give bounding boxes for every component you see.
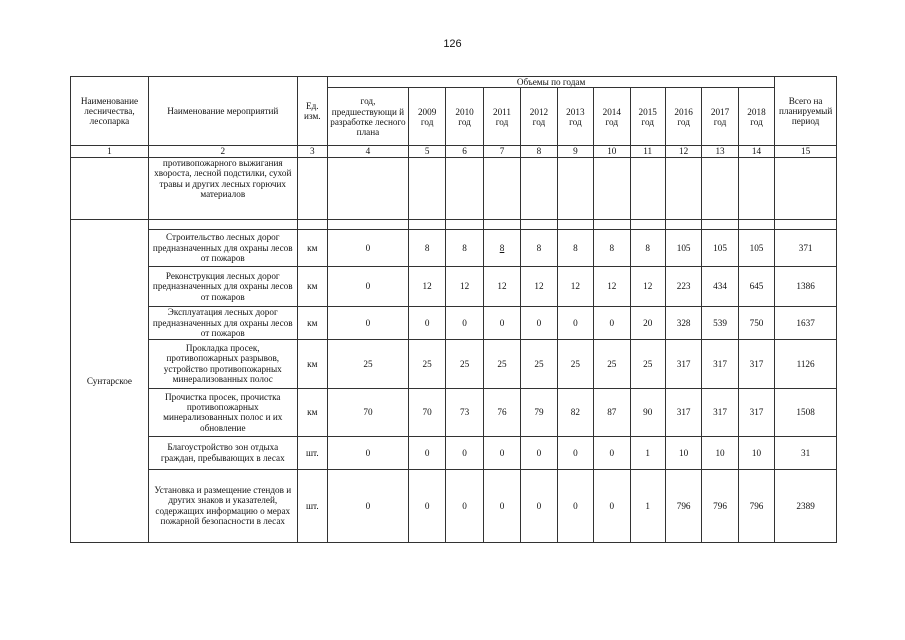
- page-number: 126: [443, 38, 462, 50]
- value-cell: 0: [521, 436, 557, 469]
- value-cell: 25: [483, 339, 520, 388]
- event-cell: Реконструкция лесных дорог предназначенных для охраны лесов от пожаров: [148, 266, 297, 306]
- column-number: 1: [71, 146, 149, 157]
- value-cell: 10: [665, 436, 701, 469]
- header-volumes-by-year: Объемы по годам: [327, 77, 774, 88]
- header-prev-year: год, предшествующи й разработке лесного плана: [327, 88, 408, 146]
- value-cell: 0: [408, 469, 445, 542]
- value-cell: 25: [408, 339, 445, 388]
- header-year: 2009 год: [408, 88, 445, 146]
- value-cell: 0: [483, 306, 520, 339]
- header-year: 2015 год: [630, 88, 665, 146]
- value-cell: 0: [446, 469, 483, 542]
- value-cell: 750: [738, 306, 774, 339]
- value-cell: 105: [665, 229, 701, 266]
- value-cell: 0: [594, 306, 630, 339]
- total-cell: 31: [775, 436, 837, 469]
- value-cell: 317: [665, 339, 701, 388]
- value-cell: 12: [521, 266, 557, 306]
- value-cell: 8: [557, 229, 593, 266]
- value-cell: 0: [327, 306, 408, 339]
- column-number: 3: [297, 146, 327, 157]
- value-cell: 8: [594, 229, 630, 266]
- value-cell: 0: [327, 436, 408, 469]
- value-cell: 25: [521, 339, 557, 388]
- column-number: 12: [665, 146, 701, 157]
- total-cell: 1126: [775, 339, 837, 388]
- unit-cell: шт.: [297, 436, 327, 469]
- header-year: 2011 год: [483, 88, 520, 146]
- value-cell: 223: [665, 266, 701, 306]
- value-cell: 0: [408, 436, 445, 469]
- value-cell: 79: [521, 388, 557, 436]
- value-cell: 0: [446, 436, 483, 469]
- table-row: [71, 306, 837, 339]
- column-number: 4: [327, 146, 408, 157]
- value-cell: 90: [630, 388, 665, 436]
- column-number: 5: [408, 146, 445, 157]
- header-year: 2012 год: [521, 88, 557, 146]
- continuation-row: [71, 157, 837, 219]
- value-cell: 317: [738, 339, 774, 388]
- value-cell: 8: [630, 229, 665, 266]
- value-cell: 1: [630, 436, 665, 469]
- column-number: 13: [702, 146, 738, 157]
- forest-fire-plan-table: [70, 76, 837, 543]
- table-row: [71, 229, 837, 266]
- forestry-name-cell: Сунтарское: [71, 219, 149, 542]
- value-cell: 12: [630, 266, 665, 306]
- value-cell: 70: [327, 388, 408, 436]
- value-cell: 434: [702, 266, 738, 306]
- value-cell: 328: [665, 306, 701, 339]
- total-cell: 2389: [775, 469, 837, 542]
- header-total: Всего на планируемый период: [775, 77, 837, 146]
- value-cell: 539: [702, 306, 738, 339]
- value-cell: 12: [408, 266, 445, 306]
- value-cell: 0: [557, 469, 593, 542]
- header-year: 2013 год: [557, 88, 593, 146]
- value-cell: 25: [594, 339, 630, 388]
- column-number: 2: [148, 146, 297, 157]
- total-cell: 371: [775, 229, 837, 266]
- event-cell: Прочистка просек, прочистка противопожарных минерализованных полос и их обновление: [148, 388, 297, 436]
- value-cell: 10: [702, 436, 738, 469]
- value-cell: 8: [408, 229, 445, 266]
- value-cell: 25: [630, 339, 665, 388]
- header-year: 2014 год: [594, 88, 630, 146]
- header-row-group: [71, 77, 837, 88]
- column-number: 7: [483, 146, 520, 157]
- value-cell: 0: [408, 306, 445, 339]
- value-cell: 0: [521, 306, 557, 339]
- value-cell: 105: [738, 229, 774, 266]
- blank-row: [71, 219, 837, 229]
- value-cell: 0: [327, 229, 408, 266]
- value-cell: 76: [483, 388, 520, 436]
- header-year: 2018 год: [738, 88, 774, 146]
- value-cell: 1: [630, 469, 665, 542]
- column-number: 9: [557, 146, 593, 157]
- value-cell: 317: [702, 339, 738, 388]
- value-cell: 25: [557, 339, 593, 388]
- value-cell: 0: [557, 306, 593, 339]
- value-cell: 70: [408, 388, 445, 436]
- value-cell: 317: [702, 388, 738, 436]
- column-number: 11: [630, 146, 665, 157]
- value-cell: 20: [630, 306, 665, 339]
- header-event: Наименование мероприятий: [148, 77, 297, 146]
- unit-cell: км: [297, 266, 327, 306]
- total-cell: 1637: [775, 306, 837, 339]
- value-cell: 73: [446, 388, 483, 436]
- table-row: [71, 266, 837, 306]
- event-cell: Благоустройство зон отдыха граждан, пребывающих в лесах: [148, 436, 297, 469]
- value-cell: 0: [594, 469, 630, 542]
- value-cell: 12: [483, 266, 520, 306]
- total-cell: 1386: [775, 266, 837, 306]
- value-cell: 0: [483, 436, 520, 469]
- value-cell: 0: [483, 469, 520, 542]
- value-cell: 82: [557, 388, 593, 436]
- total-cell: 1508: [775, 388, 837, 436]
- value-cell: 10: [738, 436, 774, 469]
- value-cell: 87: [594, 388, 630, 436]
- event-cell: Установка и размещение стендов и других знаков и указателей, содержащих информацию о мерах пожарной безопасности в лесах: [148, 469, 297, 542]
- header-forestry: Наименование лесничества, лесопарка: [71, 77, 149, 146]
- value-cell: 0: [557, 436, 593, 469]
- value-cell: 25: [446, 339, 483, 388]
- unit-cell: км: [297, 388, 327, 436]
- header-unit: Ед. изм.: [297, 77, 327, 146]
- unit-cell: км: [297, 339, 327, 388]
- value-cell: 0: [327, 469, 408, 542]
- value-cell: 0: [521, 469, 557, 542]
- table-row: [71, 339, 837, 388]
- value-cell: 105: [702, 229, 738, 266]
- value-cell: 796: [738, 469, 774, 542]
- value-cell: 796: [665, 469, 701, 542]
- value-cell: 8: [521, 229, 557, 266]
- table-row: [71, 469, 837, 542]
- header-year: 2017 год: [702, 88, 738, 146]
- value-cell: 796: [702, 469, 738, 542]
- value-cell: 12: [446, 266, 483, 306]
- column-number-row: [71, 146, 837, 157]
- event-cell: Строительство лесных дорог предназначенных для охраны лесов от пожаров: [148, 229, 297, 266]
- value-cell: 317: [665, 388, 701, 436]
- value-cell: 8: [446, 229, 483, 266]
- column-number: 15: [775, 146, 837, 157]
- column-number: 14: [738, 146, 774, 157]
- event-cell: Эксплуатация лесных дорог предназначенных для охраны лесов от пожаров: [148, 306, 297, 339]
- event-cell: Прокладка просек, противопожарных разрывов, устройство противопожарных минерализованных полос: [148, 339, 297, 388]
- unit-cell: км: [297, 306, 327, 339]
- table-row: [71, 388, 837, 436]
- header-year: 2016 год: [665, 88, 701, 146]
- continuation-text: противопожарного выжигания хвороста, лесной подстилки, сухой травы и других лесных горючих материалов: [148, 157, 297, 219]
- unit-cell: км: [297, 229, 327, 266]
- value-cell: 8: [483, 229, 520, 266]
- value-cell: 12: [594, 266, 630, 306]
- column-number: 8: [521, 146, 557, 157]
- value-cell: 317: [738, 388, 774, 436]
- column-number: 6: [446, 146, 483, 157]
- value-cell: 0: [594, 436, 630, 469]
- header-year: 2010 год: [446, 88, 483, 146]
- value-cell: 645: [738, 266, 774, 306]
- value-cell: 0: [327, 266, 408, 306]
- value-cell: 25: [327, 339, 408, 388]
- column-number: 10: [594, 146, 630, 157]
- table-row: [71, 436, 837, 469]
- value-cell: 0: [446, 306, 483, 339]
- unit-cell: шт.: [297, 469, 327, 542]
- value-cell: 12: [557, 266, 593, 306]
